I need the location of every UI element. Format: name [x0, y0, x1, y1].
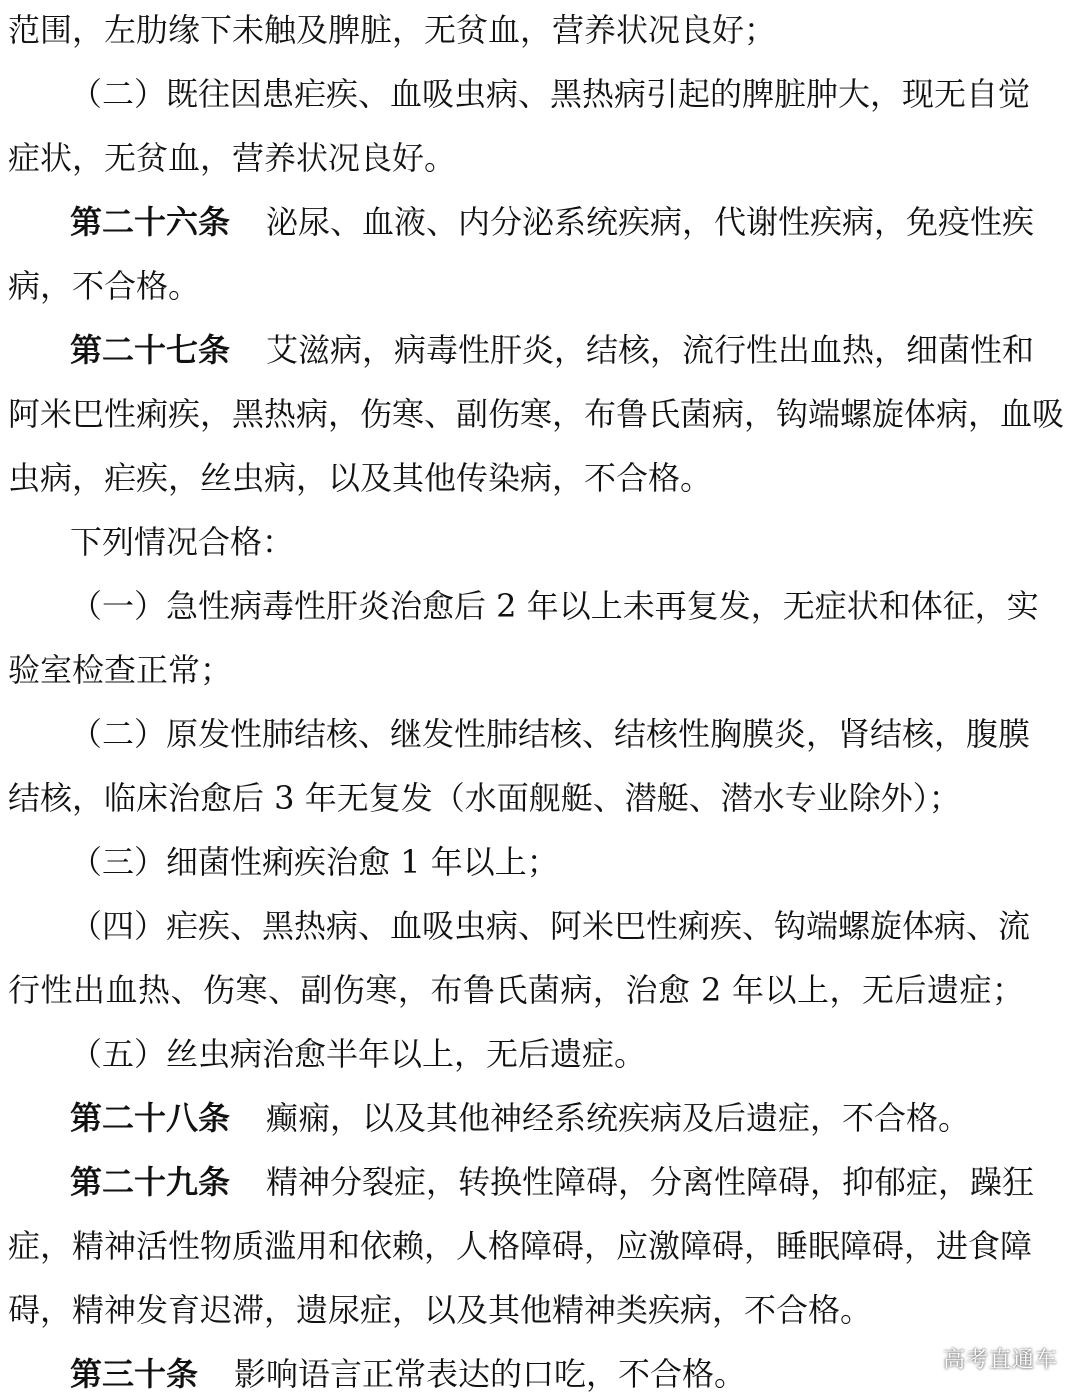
text-line-8: 虫病，疟疾，丝虫病，以及其他传染病，不合格。	[8, 459, 713, 497]
article-29-line: 第二十九条 精神分裂症，转换性障碍，分离性障碍，抑郁症，躁狂	[70, 1163, 1035, 1201]
article-26-line: 第二十六条 泌尿、血液、内分泌系统疾病，代谢性疾病，免疫性疾	[70, 203, 1035, 241]
text-line-11: 验室检查正常；	[8, 651, 233, 689]
text-line-20: 症，精神活性物质滥用和依赖，人格障碍，应激障碍，睡眠障碍，进食障	[8, 1227, 1033, 1265]
text-line-14: （三）细菌性痢疾治愈 1 年以上；	[70, 843, 559, 881]
text-line-15: （四）疟疾、黑热病、血吸虫病、阿米巴性痢疾、钩端螺旋体病、流	[70, 907, 1031, 945]
watermark: 高考直通车	[942, 1348, 1058, 1373]
text-line-16: 行性出血热、伤寒、副伤寒，布鲁氏菌病，治愈 2 年以上，无后遗症；	[8, 971, 1024, 1009]
article-number: 第二十七条	[70, 331, 231, 369]
article-number: 第二十八条	[70, 1099, 231, 1137]
text-line-13: 结核，临床治愈后 3 年无复发（水面舰艇、潜艇、潜水专业除外）；	[8, 779, 961, 817]
text-line-7: 阿米巴性痢疾，黑热病，伤寒、副伤寒，布鲁氏菌病，钩端螺旋体病，血吸	[8, 395, 1065, 433]
text-line-3: 症状，无贫血，营养状况良好。	[8, 139, 457, 177]
text-line-12: （二）原发性肺结核、继发性肺结核、结核性胸膜炎，肾结核，腹膜	[70, 715, 1031, 753]
text-line-17: （五）丝虫病治愈半年以上，无后遗症。	[70, 1035, 647, 1073]
text-line-1: 范围，左肋缘下未触及脾脏，无贫血，营养状况良好；	[8, 11, 777, 49]
article-number: 第三十条	[70, 1355, 199, 1393]
article-number: 第二十九条	[70, 1163, 231, 1201]
article-number: 第二十六条	[70, 203, 231, 241]
text-line-5: 病，不合格。	[8, 267, 201, 305]
article-27-line: 第二十七条 艾滋病，病毒性肝炎，结核，流行性出血热，细菌性和	[70, 331, 1035, 369]
text-line-21: 碍，精神发育迟滞，遗尿症，以及其他精神类疾病，不合格。	[8, 1291, 873, 1329]
text-line-2: （二）既往因患疟疾、血吸虫病、黑热病引起的脾脏肿大，现无自觉	[70, 75, 1031, 113]
text-line-10: （一）急性病毒性肝炎治愈后 2 年以上未再复发，无症状和体征，实	[70, 587, 1039, 625]
article-30-line: 第三十条 影响语言正常表达的口吃，不合格。	[70, 1355, 747, 1393]
text-line-9: 下列情况合格：	[70, 523, 295, 561]
article-28-line: 第二十八条 癫痫，以及其他神经系统疾病及后遗症，不合格。	[70, 1099, 971, 1137]
